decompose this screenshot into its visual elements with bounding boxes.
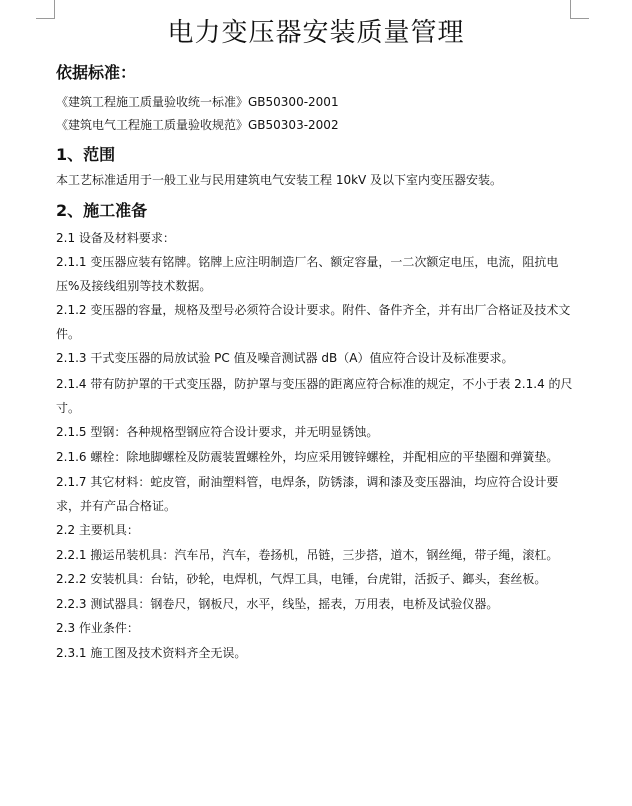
standard-2: 《建筑电气工程施工质量验收规范》GB50303-2002 [56, 118, 339, 132]
item-2-2-3: 2.2.3 测试器具：钢卷尺，钢板尺，水平，线坠，摇表，万用表，电桥及试验仪器。 [56, 597, 499, 611]
item-2-1-1: 2.1.1 变压器应装有铭牌。铭牌上应注明制造厂名、额定容量，一二次额定电压，电流，阻抗电压%及接线组别等技术数据。 [56, 255, 559, 293]
item-2-2-1: 2.2.1 搬运吊装机具：汽车吊，汽车，卷扬机，吊链，三步搭，道木，钢丝绳，带子绳，滚杠。 [56, 548, 559, 562]
section-2-heading: 2、施工准备 [56, 201, 148, 220]
item-2-3: 2.3 作业条件： [56, 621, 139, 635]
item-2-1-4: 2.1.4 带有防护罩的干式变压器，防护罩与变压器的距离应符合标准的规定，不小于表 2.1.4 的尺寸。 [56, 377, 573, 415]
standard-1: 《建筑工程施工质量验收统一标准》GB50300-2001 [56, 95, 339, 109]
document-title: 电力变压器安装质量管理 [167, 18, 465, 48]
basis-heading: 依据标准： [56, 63, 137, 82]
item-2-1-7: 2.1.7 其它材料：蛇皮管，耐油塑料管，电焊条，防锈漆，调和漆及变压器油，均应符合设计要求，并有产品合格证。 [56, 475, 559, 513]
section-1-text: 本工艺标准适用于一般工业与民用建筑电气安装工程 10kV 及以下室内变压器安装。 [56, 173, 503, 187]
item-2-1-5: 2.1.5 型钢：各种规格型钢应符合设计要求，并无明显锈蚀。 [56, 425, 379, 439]
item-2-3-1: 2.3.1 施工图及技术资料齐全无误。 [56, 646, 247, 660]
item-2-1: 2.1 设备及材料要求： [56, 231, 175, 245]
item-2-2-2: 2.2.2 安装机具：台钻，砂轮，电焊机，气焊工具，电锤，台虎钳，活扳子、鎯头，套丝板。 [56, 572, 547, 586]
section-1-heading: 1、范围 [56, 145, 116, 164]
item-2-1-2: 2.1.2 变压器的容量，规格及型号必须符合设计要求。附件、备件齐全，并有出厂合格证及技术文件。 [56, 303, 571, 341]
item-2-1-3: 2.1.3 干式变压器的局放试验 PC 值及噪音测试器 dB（A）值应符合设计及标准要求。 [56, 351, 514, 365]
item-2-2: 2.2 主要机具： [56, 523, 139, 537]
item-2-1-6: 2.1.6 螺栓：除地脚螺栓及防震装置螺栓外，均应采用镀锌螺栓，并配相应的平垫圈和弹簧垫。 [56, 450, 559, 464]
